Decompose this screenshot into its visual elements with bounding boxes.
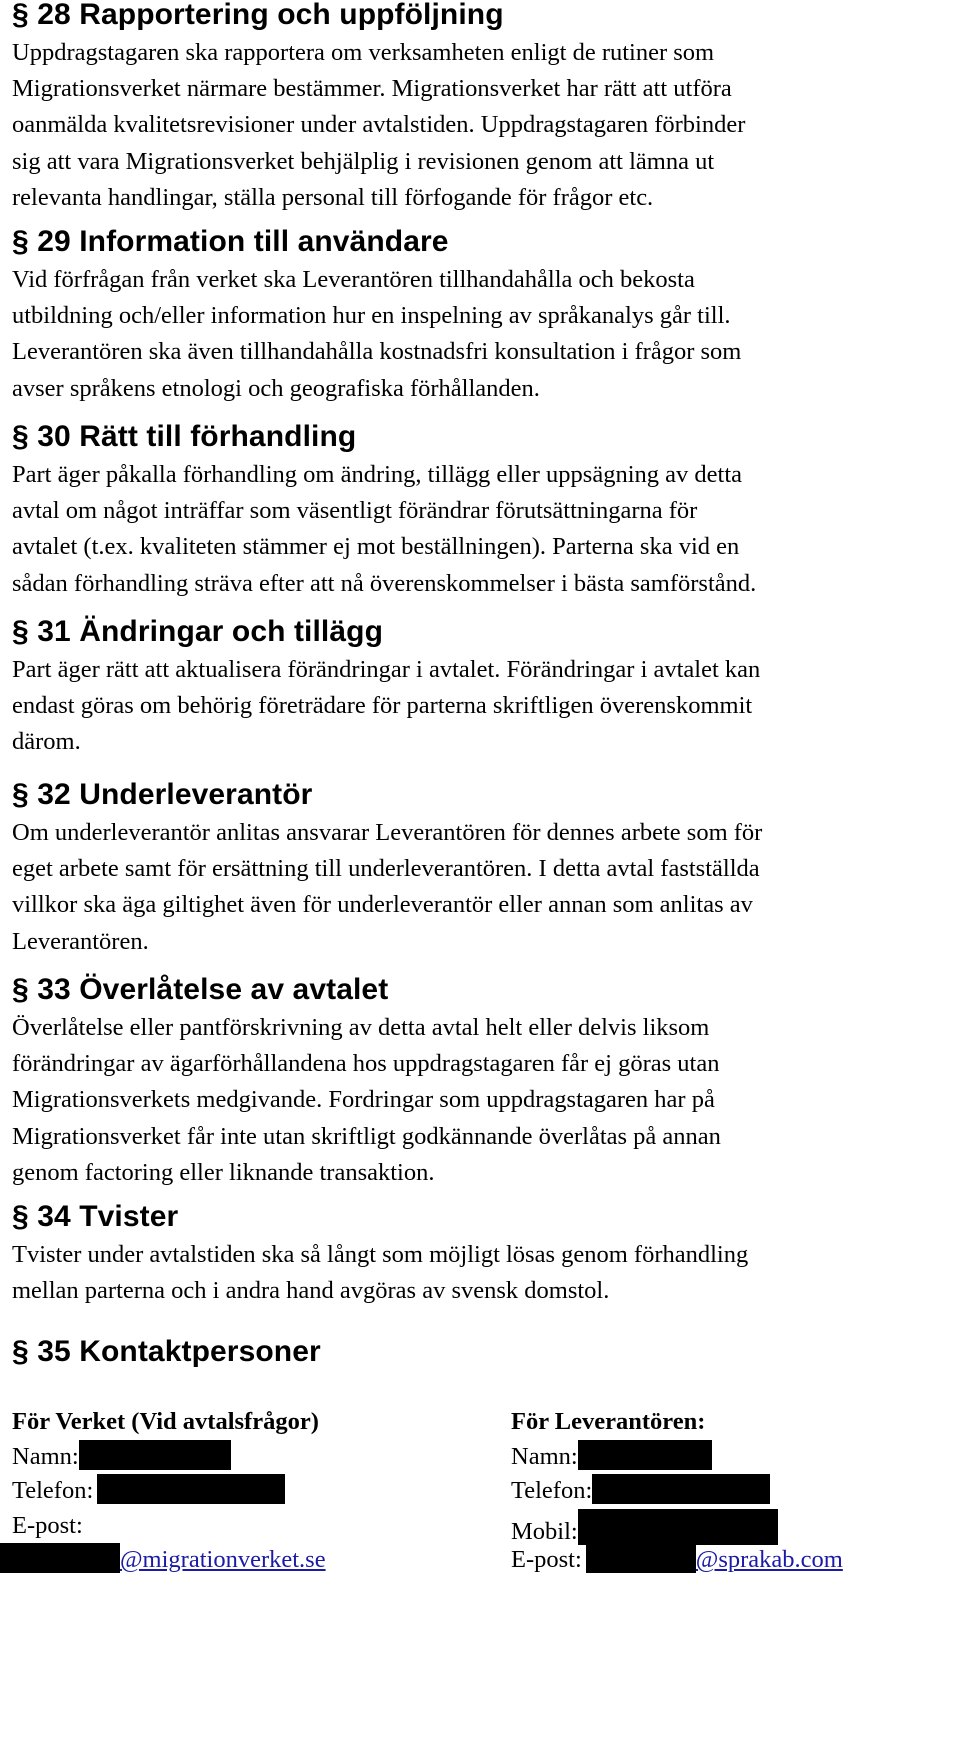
- section-heading: § 32 Underleverantör: [12, 778, 313, 811]
- section-heading: § 34 Tvister: [12, 1200, 179, 1233]
- body-line: utbildning och/eller information hur en inspelning av språkanalys går till.: [12, 302, 731, 330]
- section-31: [12, 615, 956, 761]
- body-line: Vid förfrågan från verket ska Leverantören tillhandahålla och bekosta: [12, 266, 695, 293]
- body-line: Migrationsverket närmare bestämmer. Migrationsverket har rätt att utföra: [12, 75, 732, 103]
- section-heading: § 29 Information till användare: [12, 225, 449, 258]
- body-line: Part äger rätt att aktualisera förändringar i avtalet. Förändringar i avtalet kan: [12, 656, 761, 683]
- email-link[interactable]: @migrationverket.se: [120, 1546, 326, 1574]
- section-34: [12, 1200, 956, 1309]
- contact-verket: [12, 1405, 492, 1578]
- phone-label: Telefon:: [12, 1477, 94, 1505]
- email-link[interactable]: @sprakab.com: [695, 1546, 843, 1574]
- email-label: E-post:: [12, 1511, 83, 1539]
- section-body: [12, 35, 956, 216]
- section-body: [12, 1237, 956, 1309]
- section-body: [12, 652, 956, 761]
- contact-name-row: [511, 1440, 956, 1475]
- section-heading: § 30 Rätt till förhandling: [12, 420, 357, 453]
- name-label: Namn:: [12, 1442, 79, 1470]
- body-line: Överlåtelse eller pantförskrivning av detta avtal helt eller delvis liksom: [12, 1014, 710, 1041]
- body-line: avtalet (t.ex. kvaliteten stämmer ej mot beställningen). Parterna ska vid en: [12, 533, 740, 561]
- section-33: [12, 973, 956, 1191]
- redacted-block: [0, 1543, 120, 1573]
- body-line: Om underleverantör anlitas ansvarar Leverantören för dennes arbete som för: [12, 819, 763, 846]
- body-line: förändringar av ägarförhållandena hos uppdragstagaren får ej göras utan: [12, 1050, 720, 1078]
- section-body: [12, 457, 956, 602]
- body-line: Migrationsverket får inte utan skriftligt godkännande överlåtas på annan: [12, 1122, 721, 1150]
- email-label: E-post:: [511, 1546, 582, 1574]
- body-line: Leverantören.: [12, 927, 149, 955]
- contact-mobile-row: [511, 1509, 956, 1544]
- body-line: eget arbete samt för ersättning till underleverantören. I detta avtal fastställda: [12, 855, 760, 883]
- section-35: [12, 1335, 956, 1369]
- contact-heading: För Verket (Vid avtalsfrågor): [12, 1408, 319, 1435]
- redacted-block: [592, 1474, 770, 1504]
- section-heading: § 33 Överlåtelse av avtalet: [12, 973, 389, 1006]
- section-heading: § 35 Kontaktpersoner: [12, 1335, 321, 1368]
- section-30: [12, 420, 956, 602]
- body-line: relevanta handlingar, ställa personal till förfogande för frågor etc.: [12, 183, 654, 211]
- mobile-label: Mobil:: [511, 1517, 578, 1545]
- body-line: villkor ska äga giltighet även för underleverantör eller annan som anlitas av: [12, 891, 753, 919]
- section-32: [12, 778, 956, 960]
- body-line: sig att vara Migrationsverket behjälplig i revisionen genom att lämna ut: [12, 147, 715, 175]
- body-line: Part äger påkalla förhandling om ändring, tillägg eller uppsägning av detta: [12, 461, 743, 488]
- name-label: Namn:: [511, 1442, 578, 1470]
- body-line: därom.: [12, 728, 81, 756]
- section-body: [12, 1010, 956, 1191]
- body-line: sådan förhandling sträva efter att nå överenskommelser i bästa samförstånd.: [12, 569, 757, 597]
- contact-heading: För Leverantören:: [511, 1408, 706, 1435]
- redacted-block: [79, 1440, 231, 1470]
- body-line: genom factoring eller liknande transaktion.: [12, 1158, 435, 1186]
- section-heading: § 28 Rapportering och uppföljning: [12, 0, 504, 31]
- body-line: endast göras om behörig företrädare för parterna skriftligen överenskommit: [12, 692, 753, 720]
- body-line: avtal om något inträffar som väsentligt förändrar förutsättningarna för: [12, 497, 698, 525]
- section-28: [12, 0, 956, 216]
- contact-phone-row: [511, 1474, 956, 1509]
- contact-email-row: [511, 1543, 956, 1578]
- body-line: Migrationsverkets medgivande. Fordringar som uppdragstagaren har på: [12, 1086, 715, 1114]
- body-line: Tvister under avtalstiden ska så långt som möjligt lösas genom förhandling: [12, 1241, 749, 1268]
- body-line: Leverantören ska även tillhandahålla kostnadsfri konsultation i frågor som: [12, 338, 742, 366]
- contact-email-label-row: [12, 1509, 492, 1544]
- section-body: [12, 262, 956, 407]
- redacted-block: [578, 1440, 712, 1470]
- section-heading: § 31 Ändringar och tillägg: [12, 615, 383, 648]
- redacted-block: [578, 1509, 778, 1545]
- body-line: Uppdragstagaren ska rapportera om verksamheten enligt de rutiner som: [12, 39, 715, 66]
- contact-email-row: [12, 1543, 492, 1578]
- body-line: oanmälda kvalitetsrevisioner under avtalstiden. Uppdragstagaren förbinder: [12, 111, 746, 139]
- redacted-block: [97, 1474, 285, 1504]
- contact-phone-row: [12, 1474, 492, 1509]
- contact-name-row: [12, 1440, 492, 1475]
- contact-leverantor: [511, 1405, 956, 1578]
- section-body: [12, 815, 956, 960]
- body-line: mellan parterna och i andra hand avgöras av svensk domstol.: [12, 1277, 610, 1305]
- redacted-block: [586, 1543, 696, 1573]
- phone-label: Telefon:: [511, 1477, 593, 1505]
- body-line: avser språkens etnologi och geografiska förhållanden.: [12, 374, 540, 402]
- section-29: [12, 225, 956, 407]
